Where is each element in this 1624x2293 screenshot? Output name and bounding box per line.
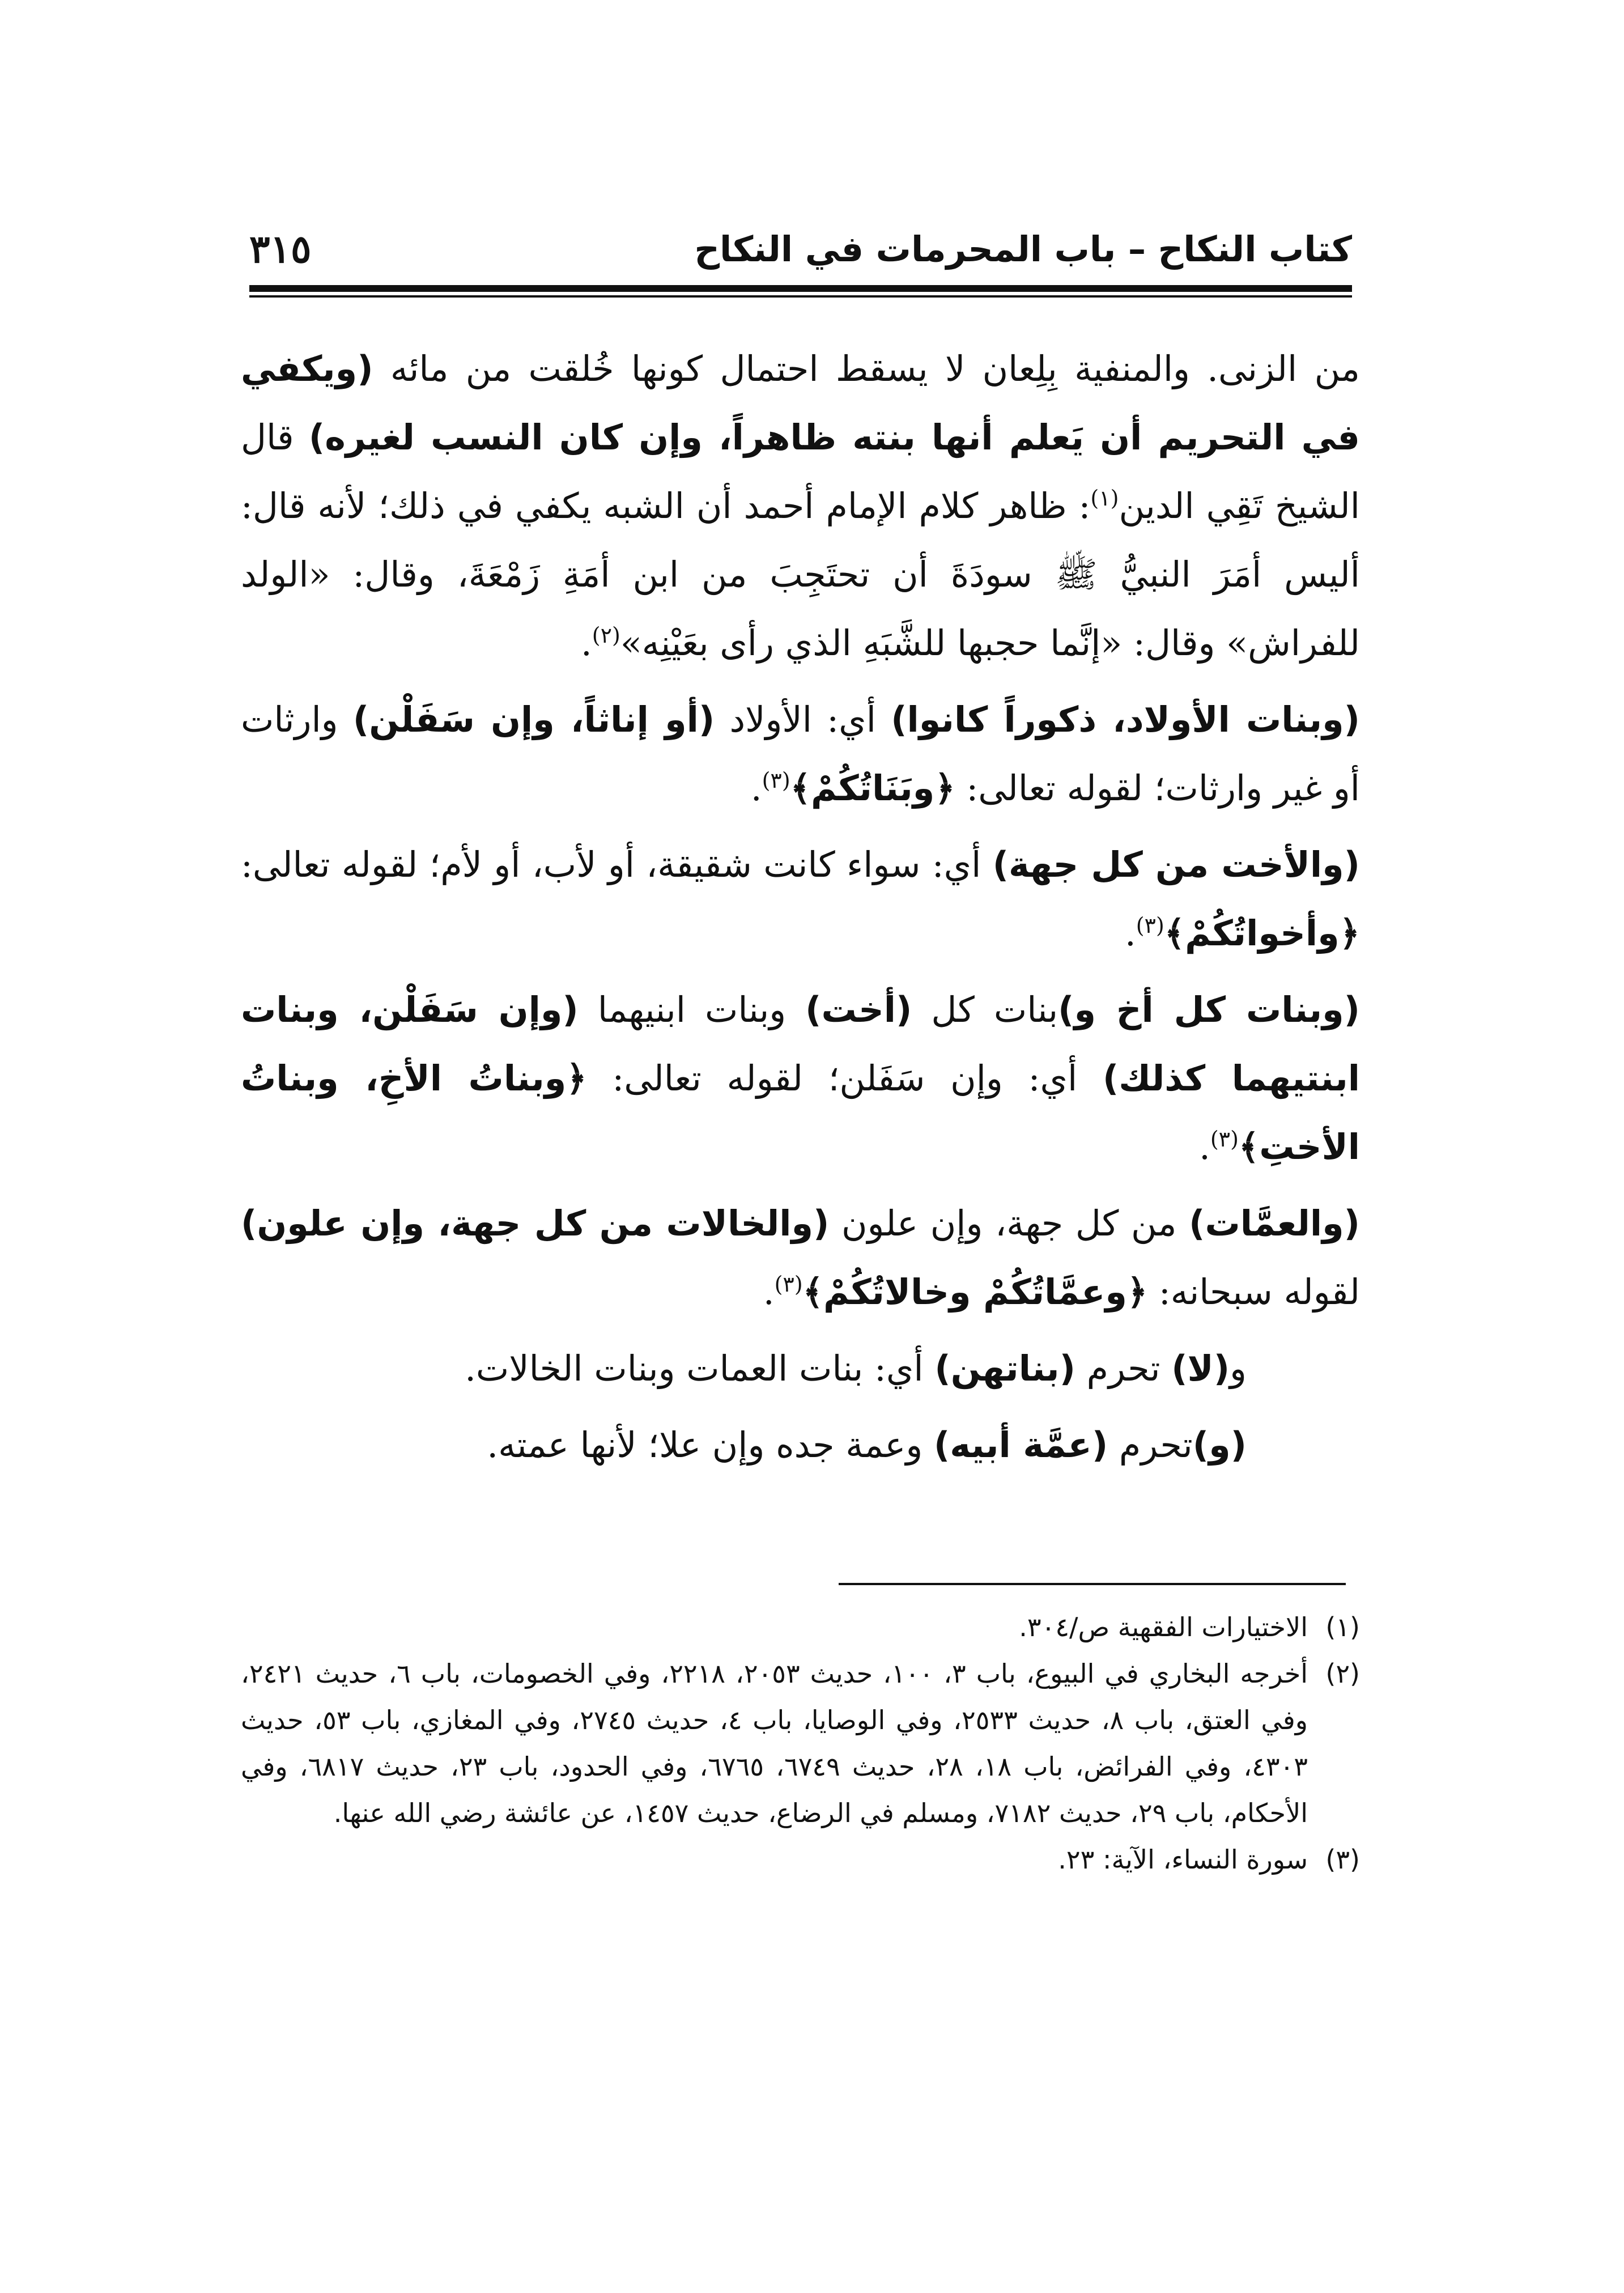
matn-text: (بناتهن) <box>934 1348 1075 1389</box>
matn-text: ﴿وعمَّاتُكُمْ وخالاتُكُمْ﴾ <box>802 1271 1148 1313</box>
matn-text: ﴿وأخواتُكُمْ﴾ <box>1164 912 1360 954</box>
main-text <box>241 334 1360 1570</box>
footnote <box>241 1604 1360 1650</box>
matn-text: (لا) <box>1171 1348 1230 1389</box>
sharh-text: بنات كل <box>912 989 1058 1030</box>
running-title: كتاب النكاح – باب المحرمات في النكاح <box>694 228 1352 270</box>
page-number: ٣١٥ <box>249 227 312 272</box>
matn-text: (و) <box>1192 1424 1247 1466</box>
paragraph <box>241 1334 1360 1403</box>
matn-text: (وإن سَفَلْن، وبنات ابنتيهما كذلك) <box>241 989 1360 1099</box>
page-header <box>249 218 1352 303</box>
footnotes <box>241 1604 1360 2069</box>
matn-text: (أخت) <box>805 989 912 1030</box>
sharh-text: لقوله سبحانه: <box>1147 1271 1360 1313</box>
footnote-reference: (٢) <box>592 623 620 648</box>
sharh-text: و <box>1230 1348 1247 1389</box>
paragraph <box>241 1189 1360 1326</box>
footnote-text: الاختيارات الفقهية ص/٣٠٤. <box>1019 1612 1308 1642</box>
matn-text: (ويكفي في التحريم أن يَعلم أنها بنته ظاهراً، وإن كان النسب لغيره) <box>241 348 1360 458</box>
matn-text: ﴿وبَنَاتُكُمْ﴾ <box>790 767 955 809</box>
matn-text: (وبنات كل أخ و) <box>1058 989 1360 1030</box>
matn-text: (وبنات الأولاد، ذكوراً كانوا) <box>891 699 1360 740</box>
footnote <box>241 1836 1360 1883</box>
sharh-text: تحرم <box>1075 1348 1172 1389</box>
sharh-text: . <box>1124 912 1136 954</box>
matn-text: ﴿وبناتُ الأخِ، وبناتُ الأختِ﴾ <box>241 1058 1360 1167</box>
sharh-text: من كل جهة، وإن علون <box>829 1203 1189 1244</box>
footnote-text: سورة النساء، الآية: ٢٣. <box>1058 1844 1308 1875</box>
matn-text: (أو إناثاً، وإن سَفَلْن) <box>352 699 715 740</box>
paragraph <box>241 830 1360 967</box>
sharh-text: وعمة جده وإن علا؛ لأنها عمته. <box>487 1424 934 1466</box>
matn-text: (والعمَّات) <box>1189 1203 1360 1244</box>
sharh-text: قال الشيخ تَقِي الدين <box>241 417 1360 526</box>
footnote-reference: (١) <box>1090 486 1119 511</box>
footnote-reference: (٣) <box>762 768 790 793</box>
sharh-text: . <box>750 767 762 809</box>
matn-text: (والخالات من كل جهة، وإن علون) <box>241 1203 830 1244</box>
matn-text: (والأخت من كل جهة) <box>992 844 1360 885</box>
sharh-text: . <box>1199 1126 1210 1167</box>
sharh-text: أي: بنات العمات وبنات الخالات. <box>465 1348 935 1389</box>
sharh-text: وبنات ابنيهما <box>578 989 806 1030</box>
sharh-text: : ظاهر كلام الإمام أحمد أن الشبه يكفي في ذلك؛ لأنه قال: أليس أمَرَ النبيُّ ﷺ سودَةَ أن تحتَجِبَ من ابن أمَةِ زَمْعَةَ، وقال: «الولد للفراش» وقال: «إنَّما حجبها للشَّبَهِ الذي رأى بعَيْنِه» <box>241 485 1360 664</box>
sharh-text: أي: سواء كانت شقيقة، أو لأب، أو لأم؛ لقوله تعالى: <box>241 844 993 885</box>
footnote-reference: (٣) <box>774 1272 803 1297</box>
header-rule-thick <box>249 285 1352 292</box>
footnote <box>241 1650 1360 1836</box>
footnote-separator <box>839 1583 1346 1585</box>
sharh-text: أي: الأولاد <box>715 699 891 740</box>
paragraph <box>241 685 1360 822</box>
paragraph <box>241 975 1360 1181</box>
sharh-text: أي: وإن سَفَلن؛ لقوله تعالى: <box>586 1058 1103 1099</box>
footnote-reference: (٣) <box>1210 1127 1239 1152</box>
footnote-number: (٢) <box>1325 1658 1360 1689</box>
paragraph <box>241 1411 1360 1479</box>
sharh-text: . <box>581 622 592 664</box>
header-rule-thin <box>249 295 1352 298</box>
sharh-text: وارثات أو غير وارثات؛ لقوله تعالى: <box>241 699 1360 809</box>
footnote-text: أخرجه البخاري في البيوع، باب ٣، ١٠٠، حديث ٢٠٥٣، ٢٢١٨، وفي الخصومات، باب ٦، حديث ٢٤٢١، وفي العتق، باب ٨، حديث ٢٥٣٣، وفي الوصايا، باب ٤، حديث ٢٧٤٥، وفي المغازي، باب ٥٣، حديث ٤٣٠٣، وفي الفرائض، باب ١٨، ٢٨، حديث ٦٧٤٩، ٦٧٦٥، وفي الحدود، باب ٢٣، حديث ٦٨١٧، وفي الأحكام، باب ٢٩، حديث ٧١٨٢، ومسلم في الرضاع، حديث ١٤٥٧، عن عائشة رضي الله عنها. <box>241 1658 1308 1828</box>
paragraph <box>241 334 1360 677</box>
sharh-text: تحرم <box>1108 1424 1193 1466</box>
matn-text: (عمَّة أبيه) <box>933 1424 1108 1466</box>
sharh-text: من الزنى. والمنفية بِلِعان لا يسقط احتمال كونها خُلقت من مائه <box>373 348 1360 389</box>
footnote-number: (٣) <box>1325 1844 1360 1875</box>
footnote-number: (١) <box>1325 1612 1360 1642</box>
sharh-text: . <box>763 1271 775 1313</box>
footnote-reference: (٣) <box>1136 913 1164 938</box>
